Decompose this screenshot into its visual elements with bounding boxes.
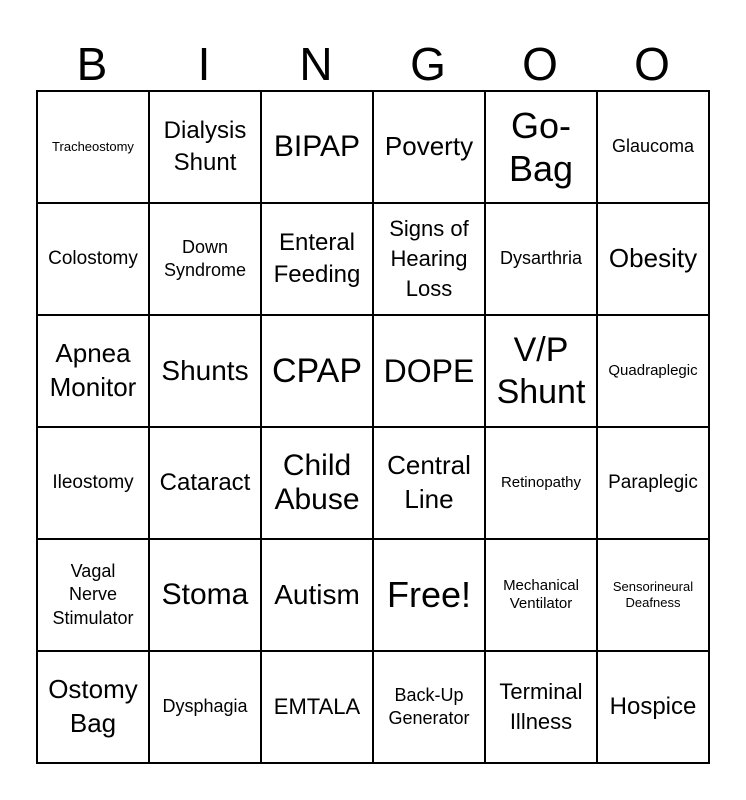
cell-label: Dialysis Shunt <box>163 116 247 176</box>
cell-label: Ileostomy <box>52 472 134 494</box>
bingo-cell[interactable] <box>486 540 598 652</box>
cell-label: EMTALA <box>273 694 361 720</box>
cell-label: Child Abuse <box>274 448 360 516</box>
header-letter-o: O <box>522 38 558 90</box>
bingo-cell[interactable] <box>486 316 598 428</box>
header-letter-n: N <box>299 38 333 90</box>
cell-label: Retinopathy <box>500 474 582 491</box>
bingo-cell[interactable] <box>598 428 710 540</box>
bingo-cell[interactable] <box>598 652 710 764</box>
bingo-cell[interactable] <box>150 652 262 764</box>
bingo-header <box>36 36 708 92</box>
cell-label: Autism <box>274 579 360 611</box>
cell-label: Cataract <box>159 468 251 496</box>
bingo-cell[interactable] <box>150 316 262 428</box>
bingo-cell[interactable] <box>598 540 710 652</box>
bingo-cell[interactable] <box>598 316 710 428</box>
bingo-cell[interactable] <box>374 428 486 540</box>
bingo-cell[interactable] <box>486 428 598 540</box>
bingo-cell[interactable] <box>38 540 150 652</box>
bingo-cell[interactable] <box>486 204 598 316</box>
bingo-cell[interactable] <box>38 92 150 204</box>
cell-label: Glaucoma <box>611 136 695 157</box>
bingo-cell[interactable] <box>374 204 486 316</box>
cell-label: V/P Shunt <box>496 330 586 411</box>
bingo-cell[interactable] <box>262 92 374 204</box>
cell-label: Ostomy Bag <box>48 674 138 738</box>
cell-label: Stoma <box>161 577 249 611</box>
bingo-cell[interactable] <box>262 540 374 652</box>
bingo-cell[interactable] <box>598 92 710 204</box>
cell-label: Signs of Hearing Loss <box>389 216 469 301</box>
cell-label: Dysarthria <box>499 248 583 269</box>
bingo-cell[interactable] <box>38 652 150 764</box>
cell-label: Sensorineural Deafness <box>612 579 694 610</box>
bingo-cell[interactable] <box>374 316 486 428</box>
cell-label: Free! <box>386 574 472 616</box>
cell-label: Enteral Feeding <box>273 228 361 288</box>
bingo-grid <box>36 90 710 764</box>
cell-label: DOPE <box>383 352 475 389</box>
cell-label: Tracheostomy <box>52 139 134 155</box>
header-letter-g: G <box>410 38 446 90</box>
bingo-cell[interactable] <box>150 428 262 540</box>
header-letter-o-2: O <box>634 38 670 90</box>
bingo-cell[interactable] <box>262 204 374 316</box>
cell-label: BIPAP <box>273 129 361 163</box>
bingo-cell[interactable] <box>262 316 374 428</box>
header-letter-b: B <box>76 38 108 90</box>
cell-label: CPAP <box>271 351 363 390</box>
cell-label: Central Line <box>387 450 471 514</box>
bingo-cell[interactable] <box>38 204 150 316</box>
bingo-cell[interactable] <box>374 652 486 764</box>
cell-label: Dysphagia <box>162 696 248 717</box>
cell-label: Shunts <box>161 355 249 387</box>
bingo-cell[interactable] <box>38 316 150 428</box>
cell-label: Paraplegic <box>608 472 698 494</box>
cell-label: Poverty <box>384 131 474 162</box>
cell-label: Quadraplegic <box>608 362 698 379</box>
bingo-cell[interactable] <box>150 540 262 652</box>
bingo-cell[interactable] <box>486 92 598 204</box>
cell-label: Apnea Monitor <box>49 338 137 402</box>
cell-label: Go-Bag <box>508 104 574 189</box>
cell-label: Back-Up Generator <box>388 684 470 728</box>
cell-label: Colostomy <box>48 248 138 270</box>
header-letter-i: I <box>197 38 211 90</box>
cell-label: Obesity <box>608 243 698 274</box>
bingo-cell[interactable] <box>38 428 150 540</box>
bingo-cell[interactable] <box>598 204 710 316</box>
bingo-cell[interactable] <box>374 92 486 204</box>
bingo-cell[interactable] <box>150 92 262 204</box>
bingo-cell[interactable] <box>262 428 374 540</box>
cell-label: Mechanical Ventilator <box>503 577 579 612</box>
bingo-cell[interactable] <box>262 652 374 764</box>
bingo-cell[interactable] <box>150 204 262 316</box>
bingo-cell[interactable] <box>374 540 486 652</box>
cell-label: Hospice <box>609 692 697 720</box>
cell-label: Vagal Nerve Stimulator <box>52 560 134 628</box>
cell-label: Terminal Illness <box>499 679 583 734</box>
bingo-cell[interactable] <box>486 652 598 764</box>
cell-label: Down Syndrome <box>163 236 247 280</box>
